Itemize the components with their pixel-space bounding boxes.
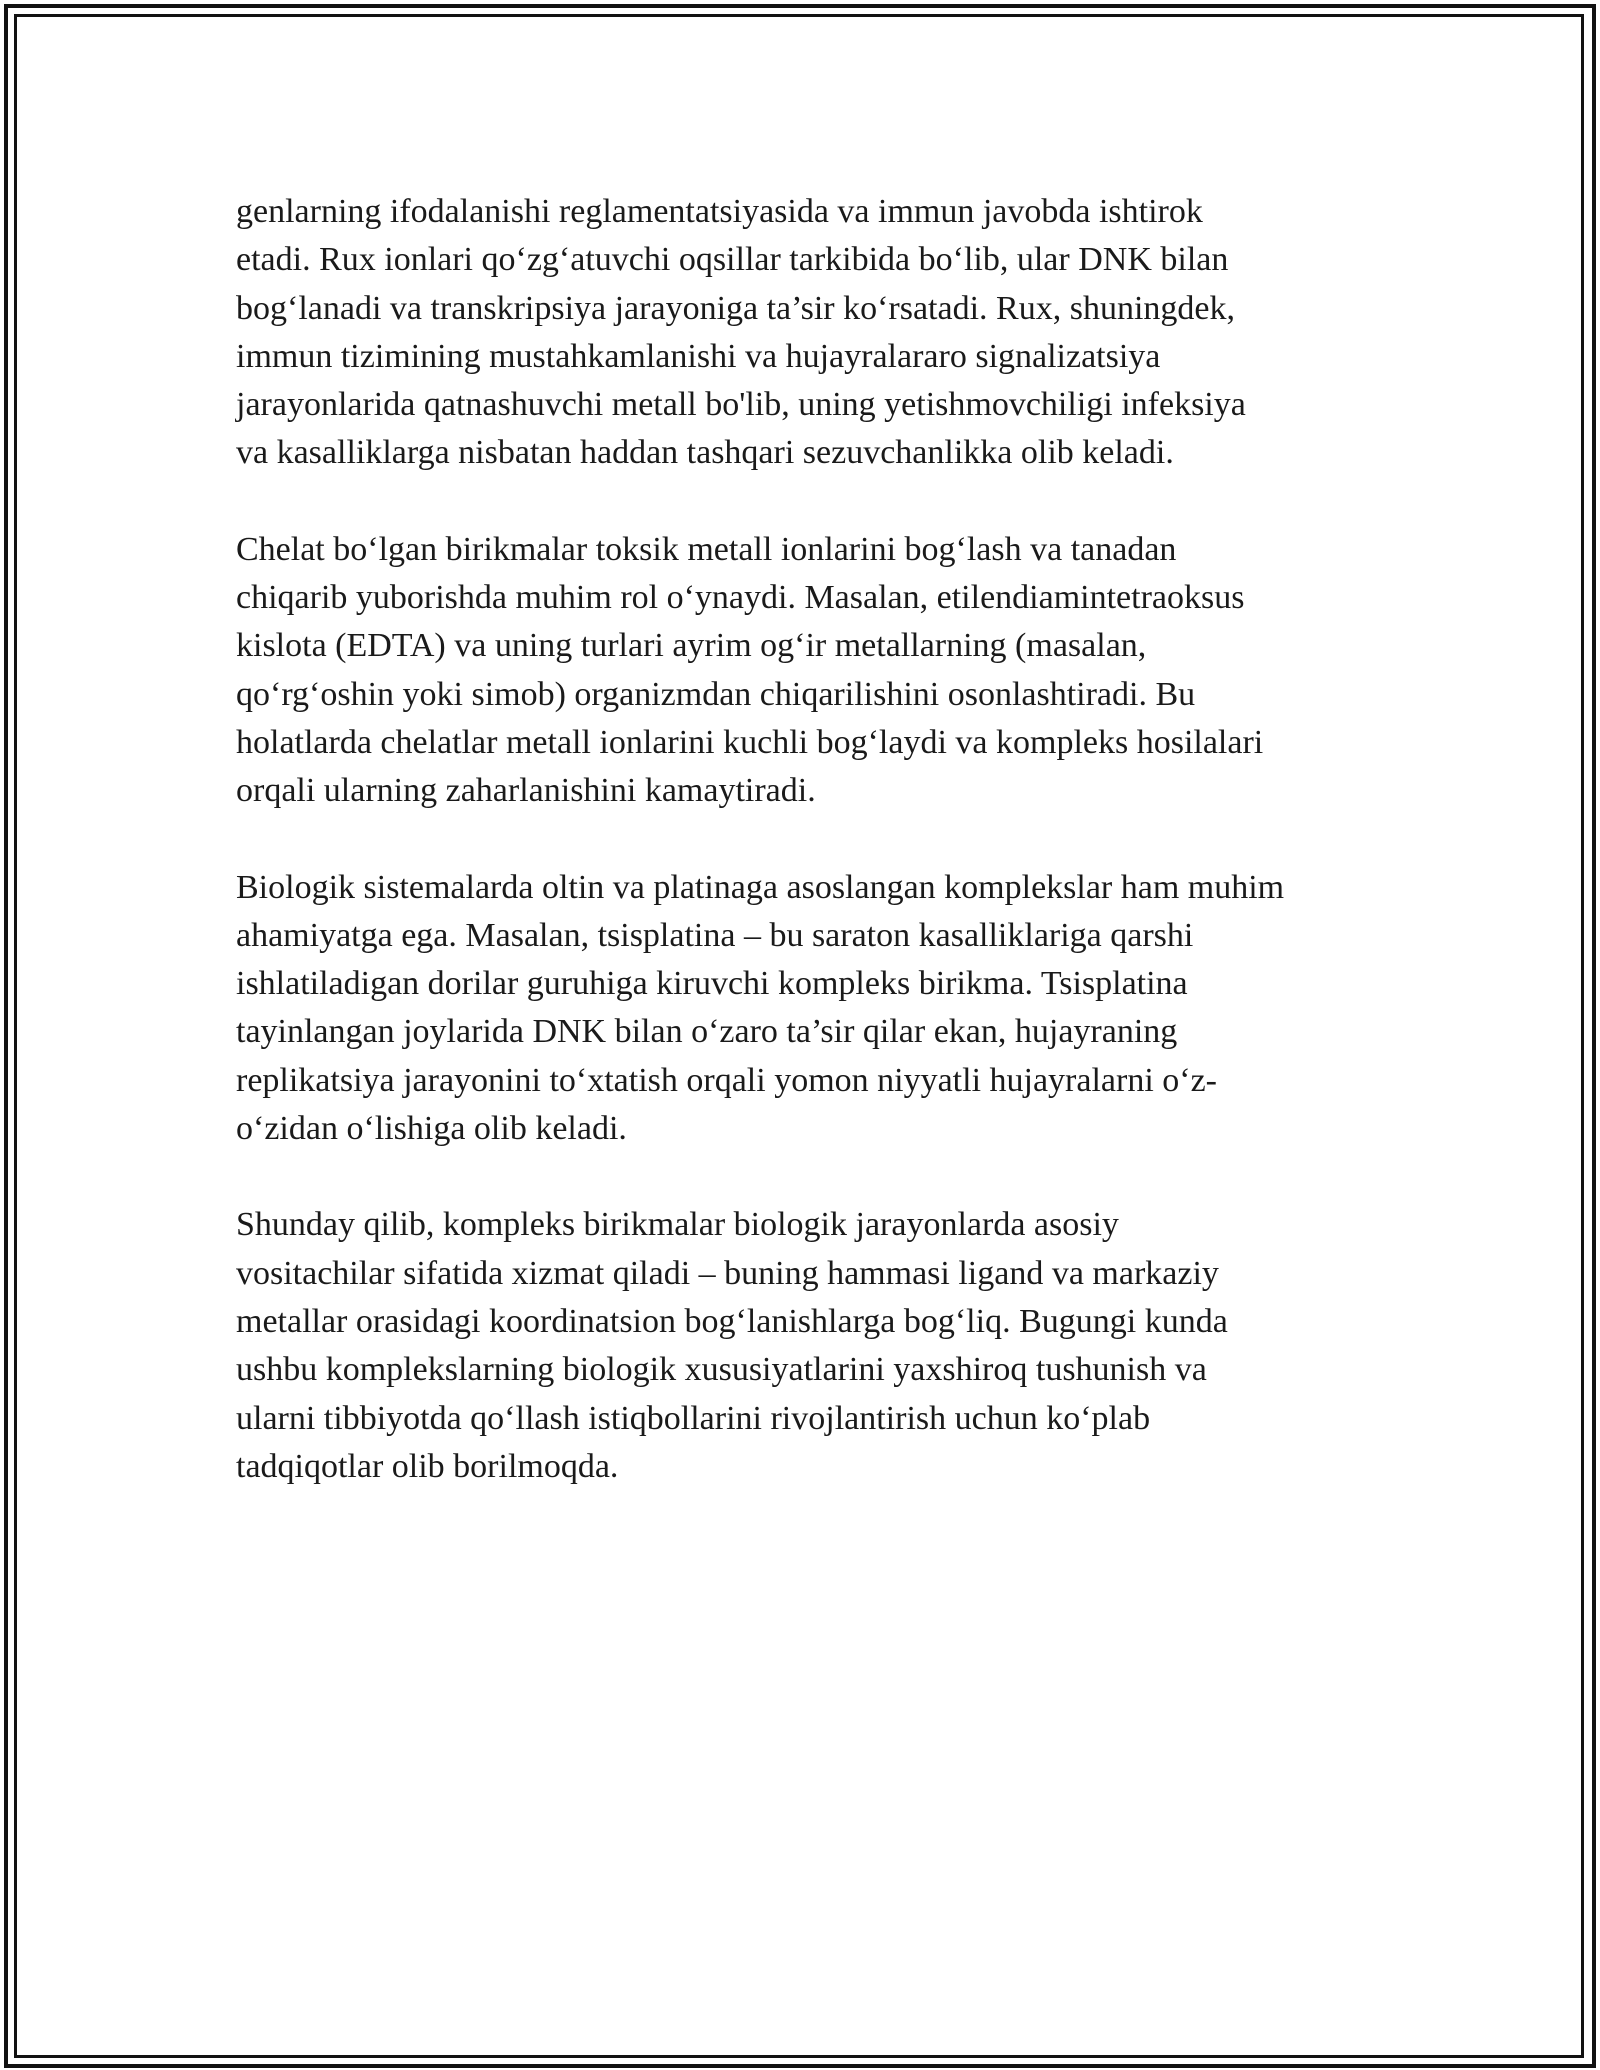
text-line: ishlatiladigan dorilar guruhiga kiruvchi kompleks birikma. Tsisplatina	[236, 965, 1188, 1003]
text-line: tayinlangan joylarida DNK bilan o‘zaro ta’sir qilar ekan, hujayraning	[236, 1013, 1178, 1051]
text-line: metallar orasidagi koordinatsion bog‘lanishlarga bog‘liq. Bugungi kunda	[236, 1302, 1228, 1340]
text-line: Shunday qilib, kompleks birikmalar biologik jarayonlarda asosiy	[236, 1206, 1119, 1244]
paragraph-chelates	[236, 526, 1376, 816]
document-body	[236, 188, 1376, 1539]
paragraph-zinc-function	[236, 188, 1376, 478]
text-line: holatlarda chelatlar metall ionlarini kuchli bog‘laydi va kompleks hosilalari	[236, 723, 1264, 761]
text-line: Biologik sistemalarda oltin va platinaga asoslangan komplekslar ham muhim	[236, 868, 1285, 906]
text-line: chiqarib yuborishda muhim rol o‘ynaydi. Masalan, etilendiamintetraoksus	[236, 579, 1245, 617]
text-line: jarayonlarida qatnashuvchi metall bo'lib, uning yetishmovchiligi infeksiya	[236, 386, 1246, 424]
text-line: bog‘lanadi va transkripsiya jarayoniga ta’sir ko‘rsatadi. Rux, shuningdek,	[236, 289, 1235, 327]
text-line: ahamiyatga ega. Masalan, tsisplatina – bu saraton kasalliklariga qarshi	[236, 916, 1194, 954]
paragraph-cisplatin	[236, 864, 1376, 1154]
text-line: replikatsiya jarayonini to‘xtatish orqali yomon niyyatli hujayralarni o‘z-	[236, 1061, 1218, 1099]
text-line: ushbu komplekslarning biologik xususiyatlarini yaxshiroq tushunish va	[236, 1351, 1207, 1389]
text-line: genlarning ifodalanishi reglamentatsiyasida va immun javobda ishtirok	[236, 193, 1203, 230]
text-line: ularni tibbiyotda qo‘llash istiqbollarini rivojlantirish uchun ko‘plab	[236, 1399, 1151, 1437]
text-line: orqali ularning zaharlanishini kamaytiradi.	[236, 772, 816, 810]
text-line: immun tizimining mustahkamlanishi va hujayralararo signalizatsiya	[236, 337, 1161, 375]
text-line: tadqiqotlar olib borilmoqda.	[236, 1447, 619, 1485]
paragraph-conclusion	[236, 1201, 1376, 1491]
text-line: etadi. Rux ionlari qo‘zg‘atuvchi oqsillar tarkibida bo‘lib, ular DNK bilan	[236, 241, 1229, 279]
text-line: va kasalliklarga nisbatan haddan tashqari sezuvchanlikka olib keladi.	[236, 434, 1174, 472]
text-line: qo‘rg‘oshin yoki simob) organizmdan chiqarilishini osonlashtiradi. Bu	[236, 675, 1196, 713]
text-line: kislota (EDTA) va uning turlari ayrim og‘ir metallarning (masalan,	[236, 627, 1147, 665]
text-line: o‘zidan o‘lishiga olib keladi.	[236, 1110, 627, 1148]
text-line: Chelat bo‘lgan birikmalar toksik metall ionlarini bog‘lash va tanadan	[236, 530, 1177, 568]
text-line: vositachilar sifatida xizmat qiladi – buning hammasi ligand va markaziy	[236, 1254, 1219, 1292]
